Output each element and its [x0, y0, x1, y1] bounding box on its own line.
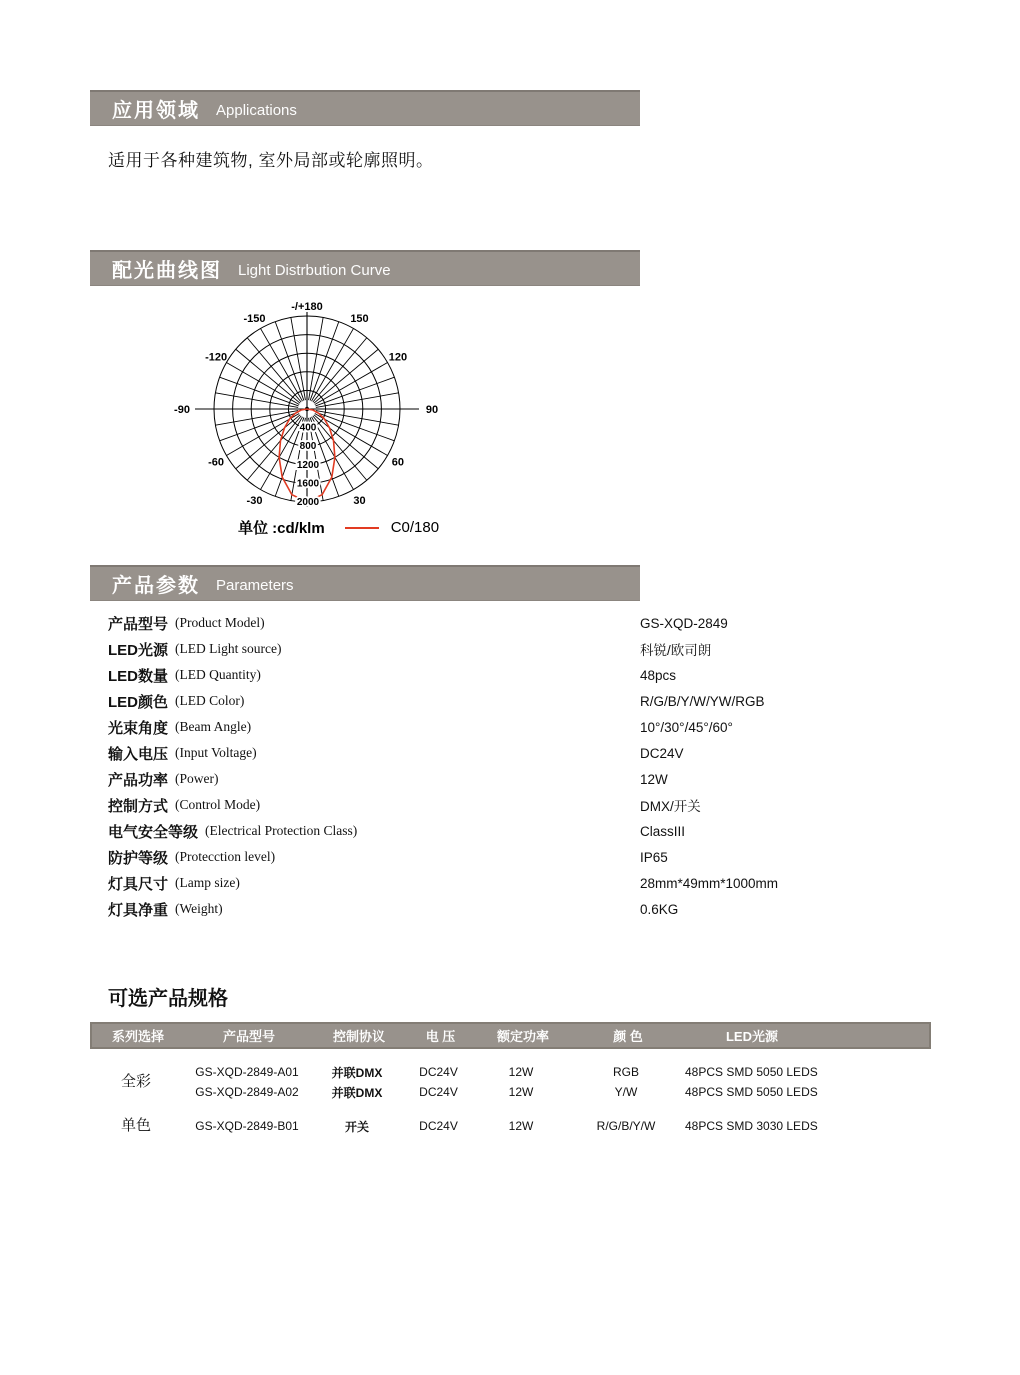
spec-table-row [90, 1082, 931, 1102]
spec-table-row [90, 1116, 931, 1136]
parameter-value: 48pcs [640, 667, 677, 683]
parameter-value: 科锐/欧司朗 [640, 643, 712, 658]
spec-cell-power: 12W [508, 1065, 534, 1079]
grid-spoke [316, 411, 399, 426]
parameter-label-cn: LED光源 [108, 641, 169, 659]
parameter-label-en: (Beam Angle) [175, 719, 252, 734]
section-parameters-header [90, 565, 640, 601]
spec-cell-power: 12W [508, 1119, 534, 1133]
angle-label: 90 [425, 404, 439, 416]
spec-cell-model: GS-XQD-2849-A02 [195, 1085, 299, 1099]
parameter-label-en: (Input Voltage) [175, 745, 257, 760]
optional-specs-table [90, 1022, 931, 1152]
angle-label: -/+180 [291, 301, 323, 313]
angle-label: 30 [353, 494, 366, 507]
grid-spoke [309, 317, 324, 400]
ring-label: 2000 [296, 497, 320, 508]
parameter-row [108, 610, 938, 636]
angle-label: 120 [388, 351, 408, 364]
spec-cell-protocol: 并联DMX [331, 1065, 383, 1080]
curve-title-en: Light Distrbution Curve [238, 262, 391, 279]
parameter-label-en: (Product Model) [175, 615, 265, 630]
optional-specs-title: 可选产品规格 [108, 988, 228, 1010]
spec-cell-ledsource: 48PCS SMD 3030 LEDS [685, 1119, 818, 1133]
series-group-label: 全彩 [120, 1073, 151, 1090]
parameter-value: DMX/开关 [640, 799, 701, 814]
parameter-value: DC24V [640, 745, 684, 761]
grid-spoke [291, 317, 306, 400]
parameter-label-cn: 灯具净重 [108, 901, 169, 919]
light-distribution-chart [168, 296, 448, 528]
chart-unit-label: 单位 :cd/klm [238, 520, 325, 537]
ring-label: 800 [299, 441, 317, 453]
parameter-row [108, 662, 938, 688]
parameter-row [108, 714, 938, 740]
section-applications-header [90, 90, 640, 126]
parameter-label-en: (LED Quantity) [175, 667, 261, 682]
grid-spoke [215, 393, 298, 408]
parameter-row [108, 766, 938, 792]
parameter-label-cn: 控制方式 [108, 797, 169, 815]
ring-label: 1600 [296, 478, 320, 490]
spec-col-protocol: 控制协议 [332, 1029, 385, 1044]
spec-cell-ledsource: 48PCS SMD 5050 LEDS [685, 1065, 818, 1079]
spec-cell-model: GS-XQD-2849-A01 [195, 1065, 299, 1079]
spec-cell-voltage: DC24V [419, 1119, 458, 1133]
section-curve-header [90, 250, 640, 286]
curve-title-cn: 配光曲线图 [112, 260, 222, 282]
parameter-label-cn: 灯具尺寸 [108, 875, 169, 893]
parameter-value: IP65 [640, 849, 668, 865]
applications-title-en: Applications [216, 102, 297, 119]
spec-col-color: 颜 色 [613, 1029, 643, 1044]
angle-label: -30 [246, 494, 263, 507]
parameter-label-en: (Power) [175, 771, 219, 786]
parameter-label-en: (LED Light source) [175, 641, 282, 656]
spec-col-ledsource: LED光源 [725, 1029, 778, 1044]
parameters-list [108, 610, 938, 922]
parameter-value: 10°/30°/45°/60° [640, 719, 733, 735]
parameter-label-cn: 光束角度 [108, 719, 169, 737]
spec-cell-protocol: 并联DMX [331, 1085, 383, 1100]
spec-cell-ledsource: 48PCS SMD 5050 LEDS [685, 1085, 818, 1099]
applications-body-text: 适用于各种建筑物, 室外局部或轮廓照明。 [108, 151, 434, 170]
parameter-label-en: (Weight) [175, 901, 223, 916]
parameter-label-cn: 输入电压 [108, 745, 169, 763]
spec-cell-color: RGB [612, 1065, 639, 1079]
spec-cell-color: R/G/B/Y/W [596, 1119, 656, 1133]
parameter-label-cn: 产品功率 [108, 771, 169, 789]
parameter-value: GS-XQD-2849 [640, 615, 728, 631]
parameter-label-cn: 电气安全等级 [108, 823, 199, 841]
angle-label: 150 [350, 313, 369, 326]
parameter-label-en: (LED Color) [175, 693, 245, 708]
specs-table-header [90, 1022, 931, 1049]
series-group-label: 单色 [120, 1117, 151, 1134]
legend-series-label: C0/180 [390, 519, 440, 536]
applications-title-cn: 应用领域 [112, 100, 200, 122]
grid-spoke [316, 393, 399, 408]
spec-col-model: 产品型号 [222, 1029, 275, 1044]
parameter-label-en: (Control Mode) [175, 797, 261, 812]
parameter-value: ClassIII [640, 823, 686, 839]
spec-cell-color: Y/W [614, 1085, 638, 1099]
spec-cell-power: 12W [508, 1085, 534, 1099]
parameter-row [108, 636, 938, 662]
spec-col-power: 额定功率 [496, 1029, 549, 1044]
grid-spoke [215, 411, 298, 426]
parameter-label-en: (Lamp size) [175, 875, 240, 890]
legend-red-line-icon [345, 527, 379, 529]
angle-label: -120 [205, 351, 228, 364]
parameter-value: 12W [640, 771, 668, 787]
spec-table-row [90, 1062, 931, 1082]
spec-col-series: 系列选择 [111, 1029, 164, 1044]
chart-legend [238, 517, 439, 538]
spec-col-voltage: 电 压 [425, 1029, 456, 1044]
parameter-value: 0.6KG [640, 901, 679, 917]
spec-cell-voltage: DC24V [419, 1065, 458, 1079]
parameter-label-en: (Electrical Protection Class) [205, 823, 358, 838]
parameter-label-cn: 防护等级 [108, 849, 169, 867]
parameter-row [108, 870, 938, 896]
parameter-value: 28mm*49mm*1000mm [640, 875, 779, 891]
parameter-row [108, 688, 938, 714]
polar-chart-svg [168, 296, 448, 528]
parameter-label-cn: LED数量 [108, 667, 169, 685]
angle-label: -150 [243, 313, 266, 326]
parameter-label-cn: 产品型号 [108, 615, 169, 633]
parameter-value: R/G/B/Y/W/YW/RGB [640, 693, 765, 709]
parameter-label-en: (Protecction level) [175, 849, 276, 864]
ring-label: 1200 [296, 459, 320, 471]
parameter-row [108, 896, 938, 922]
angle-label: 60 [391, 456, 405, 469]
spec-cell-protocol: 开关 [344, 1119, 369, 1134]
angle-label: -90 [174, 404, 190, 416]
angle-label: -60 [208, 456, 225, 469]
spec-cell-voltage: DC24V [419, 1085, 458, 1099]
parameter-row [108, 818, 938, 844]
spec-cell-model: GS-XQD-2849-B01 [195, 1119, 299, 1133]
parameters-title-en: Parameters [216, 577, 294, 594]
parameter-label-cn: LED颜色 [108, 693, 169, 711]
parameter-row [108, 740, 938, 766]
parameter-row [108, 792, 938, 818]
ring-label: 400 [299, 422, 317, 434]
parameter-row [108, 844, 938, 870]
parameters-title-cn: 产品参数 [112, 575, 200, 597]
